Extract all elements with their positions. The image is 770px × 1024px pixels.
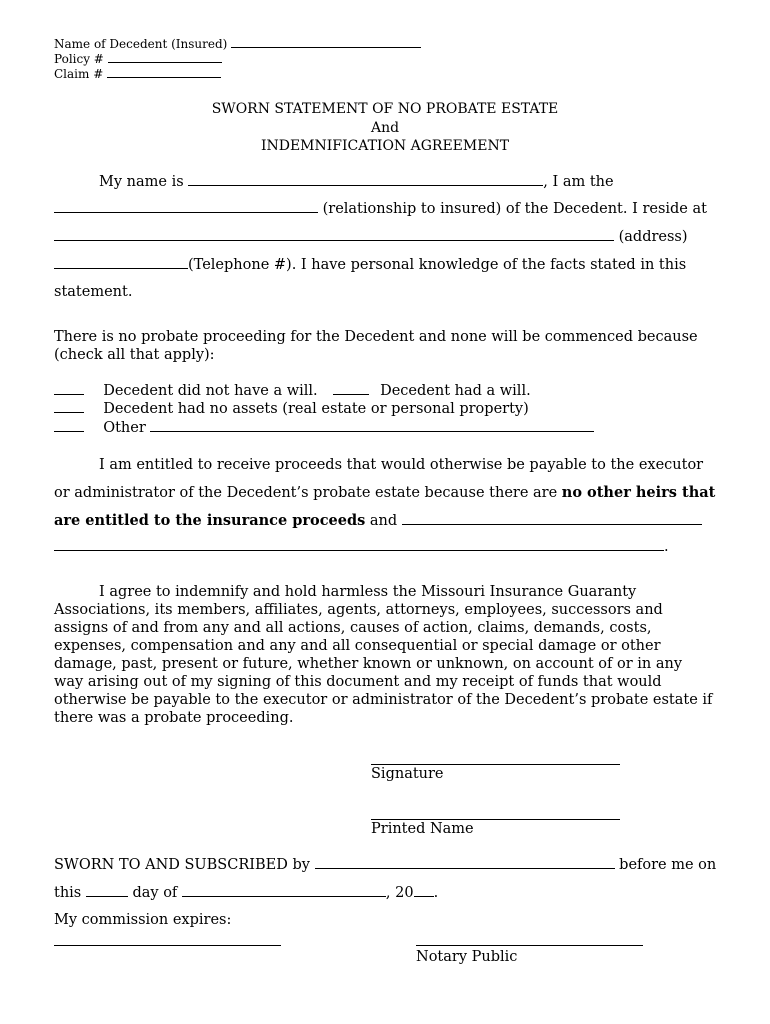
indemnify-line-2: Associations, its members, affiliates, agents, attorneys, employees, successors and xyxy=(54,602,663,618)
address-field[interactable] xyxy=(54,239,614,241)
other-label: Other xyxy=(103,420,146,436)
indemnify-line-5: damage, past, present or future, whether known or unknown, on account of or in any xyxy=(54,656,683,672)
printed-name-label: Printed Name xyxy=(371,821,474,837)
no-other-heirs-text: no other heirs that xyxy=(561,484,716,501)
decedent-name-row xyxy=(54,37,421,52)
this-label: this xyxy=(54,885,82,901)
policy-label: Policy # xyxy=(54,52,104,66)
insurance-proceeds-text: are entitled to the insurance proceeds xyxy=(54,512,366,529)
sworn-by-field[interactable] xyxy=(315,867,615,869)
telephone-field[interactable] xyxy=(54,267,188,269)
no-assets-check[interactable] xyxy=(54,411,84,413)
printed-name-line[interactable] xyxy=(371,819,620,820)
indemnify-line-3: assigns of and from any and all actions, causes of action, claims, demands, costs, xyxy=(54,620,652,636)
no-will-check[interactable] xyxy=(54,393,84,395)
no-will-label: Decedent did not have a will. xyxy=(103,383,318,399)
heirs-explanation-field-2[interactable] xyxy=(54,549,664,551)
checklist-row-2 xyxy=(54,401,529,417)
signature-line[interactable] xyxy=(371,764,620,765)
day-field[interactable] xyxy=(86,895,128,897)
entitled-line-3 xyxy=(54,512,702,529)
notary-public-label: Notary Public xyxy=(416,949,518,965)
statement-word: statement. xyxy=(54,284,133,300)
relationship-field[interactable] xyxy=(54,211,318,213)
indemnify-line-7: otherwise be payable to the executor or administrator of the Decedent’s probate estate if xyxy=(54,692,713,708)
entitled-line-2-text: or administrator of the Decedent’s probate estate because there are xyxy=(54,485,558,501)
entitled-line-1: I am entitled to receive proceeds that would otherwise be payable to the executor xyxy=(99,457,704,473)
year-field[interactable] xyxy=(414,895,434,897)
heirs-explanation-field[interactable] xyxy=(402,523,702,525)
had-will-check[interactable] xyxy=(333,393,369,395)
sworn-row xyxy=(54,857,716,873)
entitled-line-4 xyxy=(54,539,669,555)
had-will-label: Decedent had a will. xyxy=(380,383,531,399)
my-name-label: My name is xyxy=(99,174,184,190)
indemnify-line-1: I agree to indemnify and hold harmless the Missouri Insurance Guaranty xyxy=(99,584,637,600)
title-line-3: INDEMNIFICATION AGREEMENT xyxy=(260,138,510,154)
notary-signature-line[interactable] xyxy=(416,945,643,946)
year-prefix: , 20 xyxy=(385,885,414,901)
decedent-name-field[interactable] xyxy=(231,46,421,48)
year-suffix: . xyxy=(433,885,439,901)
other-check[interactable] xyxy=(54,430,84,432)
checklist-row-3 xyxy=(54,420,594,436)
other-field[interactable] xyxy=(150,430,594,432)
no-assets-label: Decedent had no assets (real estate or personal property) xyxy=(103,401,529,417)
address-label: (address) xyxy=(618,229,688,245)
entitled-line-2 xyxy=(54,484,715,501)
title-line-2: And xyxy=(370,120,400,136)
policy-number-field[interactable] xyxy=(108,61,222,63)
date-row xyxy=(54,885,438,901)
indemnify-line-4: expenses, compensation and any and all consequential or special damage or other xyxy=(54,638,661,654)
relationship-label: (relationship to insured) of the Decedent. I reside at xyxy=(322,201,707,217)
claim-row xyxy=(54,67,221,82)
indemnify-line-6: way arising out of my signing of this document and my receipt of funds that would xyxy=(54,674,662,690)
day-of-label: day of xyxy=(132,885,178,901)
telephone-row xyxy=(54,257,686,273)
checklist-row-1 xyxy=(54,383,531,399)
i-am-the-label: , I am the xyxy=(543,174,614,190)
title-line-1: SWORN STATEMENT OF NO PROBATE ESTATE xyxy=(211,101,559,117)
claim-label: Claim # xyxy=(54,67,104,81)
no-probate-line-1: There is no probate proceeding for the Decedent and none will be commenced because xyxy=(54,329,698,345)
no-probate-line-2: (check all that apply): xyxy=(54,347,215,363)
telephone-label: (Telephone #). I have personal knowledge of the facts stated in this xyxy=(188,257,687,273)
and-word: and xyxy=(369,513,398,529)
sworn-label: SWORN TO AND SUBSCRIBED by xyxy=(54,857,310,873)
relationship-row xyxy=(54,201,707,217)
claim-number-field[interactable] xyxy=(107,76,221,78)
address-row xyxy=(54,229,688,245)
commission-expires-line[interactable] xyxy=(54,945,281,946)
decedent-name-label: Name of Decedent (Insured) xyxy=(54,37,228,51)
before-me-on-label: before me on xyxy=(619,857,717,873)
signature-label: Signature xyxy=(371,766,444,782)
policy-row xyxy=(54,52,222,67)
my-name-row xyxy=(99,174,614,190)
indemnify-line-8: there was a probate proceeding. xyxy=(54,710,294,726)
commission-label: My commission expires: xyxy=(54,912,232,928)
my-name-field[interactable] xyxy=(188,184,543,186)
entitled-period: . xyxy=(664,539,669,555)
month-field[interactable] xyxy=(182,895,386,897)
